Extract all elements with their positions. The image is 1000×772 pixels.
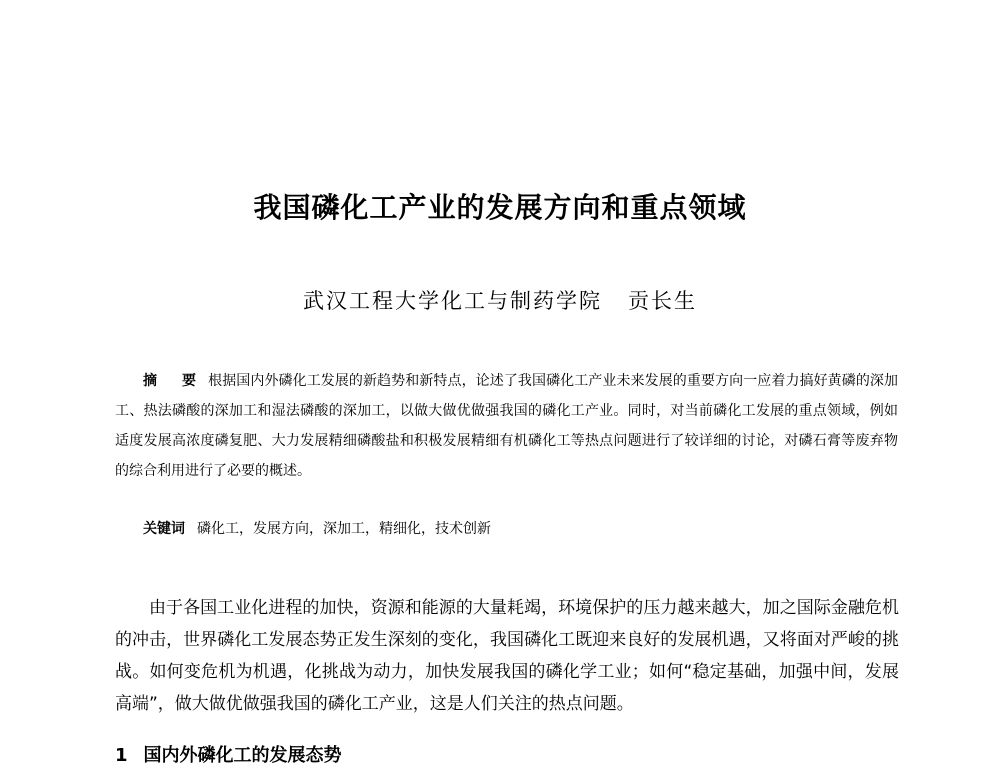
author-affiliation: 武汉工程大学化工与制药学院 贡长生 xyxy=(302,289,698,313)
paper-title: 我国磷化工产业的发展方向和重点领域 xyxy=(253,191,747,224)
abstract-paragraph xyxy=(115,366,898,486)
keywords-label: 关键词 xyxy=(143,521,185,537)
intro-paragraph: 由于各国工业化进程的加快，资源和能源的大量耗竭，环境保护的压力越来越大，加之国际金融危机的冲击，世界磷化工发展态势正发生深刻的变化，我国磷化工既迎来良好的发展机遇，又将面对严峻的挑战。如何变危机为机遇，化挑战为动力，加快发展我国的磷化学工业；如何“稳定基础，加强中间，发展高端”，做大做优做强我国的磷化工产业，这是人们关注的热点问题。 xyxy=(115,598,899,714)
section-number: 1 xyxy=(115,745,128,766)
keywords-line xyxy=(143,514,843,544)
section-heading xyxy=(115,740,815,772)
section-title: 国内外磷化工的发展态势 xyxy=(143,745,342,766)
abstract-text: 根据国内外磷化工发展的新趋势和新特点，论述了我国磷化工产业未来发展的重要方向一应着力搞好黄磷的深加工、热法磷酸的深加工和湿法磷酸的深加工，以做大做优做强我国的磷化工产业。同时，对当前磷化工发展的重点领域，例如适度发展高浓度磷复肥、大力发展精细磷酸盐和积极发展精细有机磷化工等热点问题进行了较详细的讨论，对磷石膏等废弃物的综合利用进行了必要的概述。 xyxy=(115,373,899,479)
abstract-label: 摘 要 xyxy=(143,373,207,389)
keywords-text: 磷化工，发展方向，深加工，精细化，技术创新 xyxy=(197,521,491,537)
